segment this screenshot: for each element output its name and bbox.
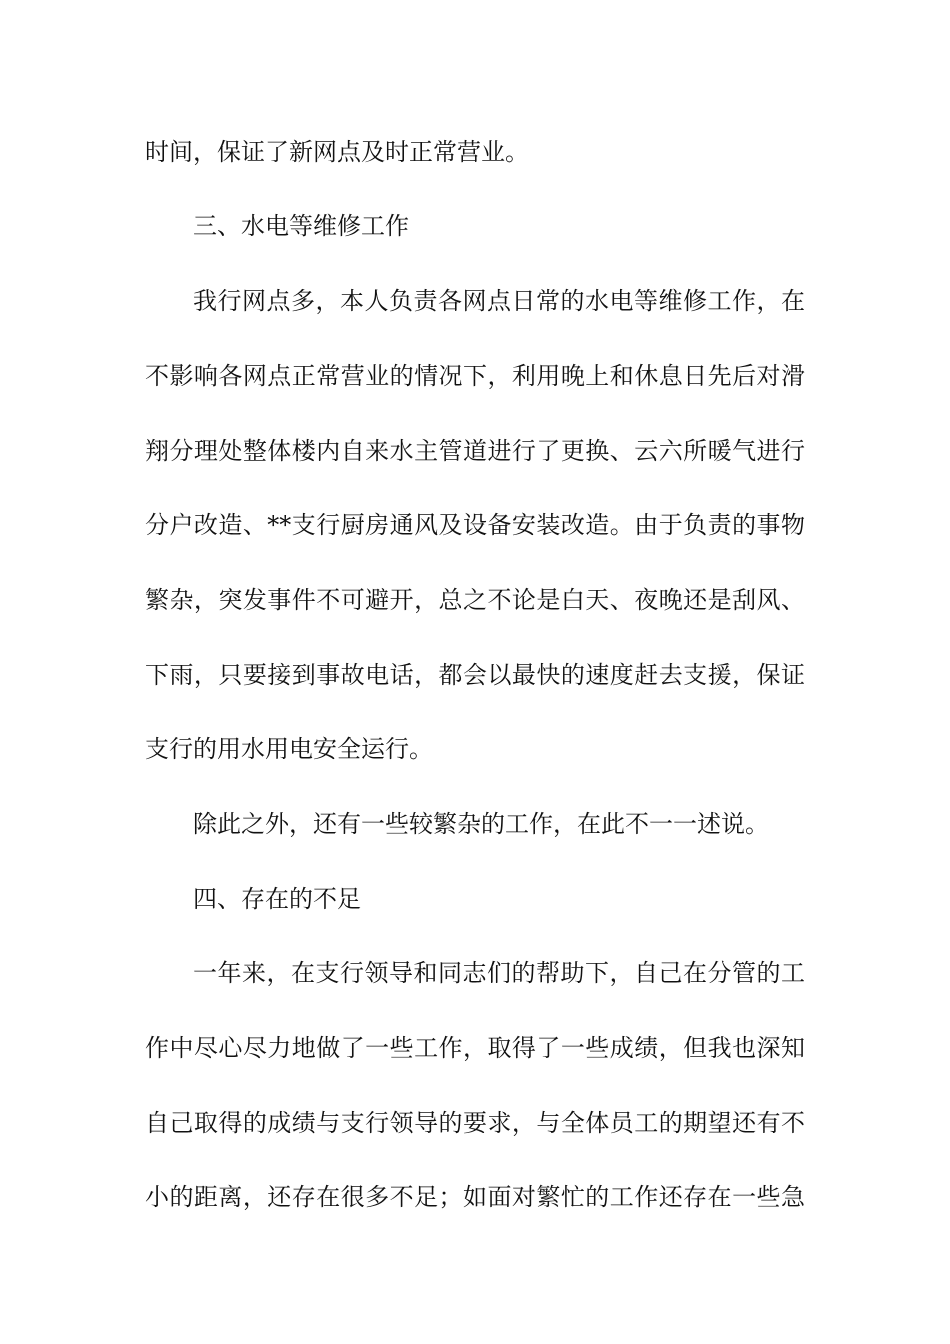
paragraph-line: 作中尽心尽力地做了一些工作，取得了一些成绩，但我也深知 xyxy=(145,1034,805,1062)
paragraph-line: 自己取得的成绩与支行领导的要求，与全体员工的期望还有不 xyxy=(145,1109,805,1137)
section-heading: 三、水电等维修工作 xyxy=(193,212,409,240)
paragraph-line: 我行网点多，本人负责各网点日常的水电等维修工作，在 xyxy=(193,287,805,315)
paragraph-line: 一年来，在支行领导和同志们的帮助下，自己在分管的工 xyxy=(193,959,805,987)
paragraph-line: 小的距离，还存在很多不足；如面对繁忙的工作还存在一些急 xyxy=(145,1183,805,1211)
paragraph-line: 时间，保证了新网点及时正常营业。 xyxy=(145,138,529,166)
paragraph-line: 下雨，只要接到事故电话，都会以最快的速度赶去支援，保证 xyxy=(145,661,805,689)
paragraph-line: 不影响各网点正常营业的情况下，利用晚上和休息日先后对滑 xyxy=(145,362,805,390)
section-heading: 四、存在的不足 xyxy=(193,885,361,913)
paragraph-line: 繁杂，突发事件不可避开，总之不论是白天、夜晚还是刮风、 xyxy=(145,586,805,614)
paragraph-line: 翔分理处整体楼内自来水主管道进行了更换、云六所暖气进行 xyxy=(145,437,805,465)
paragraph-line: 支行的用水用电安全运行。 xyxy=(145,735,433,763)
paragraph-line: 除此之外，还有一些较繁杂的工作，在此不一一述说。 xyxy=(193,810,769,838)
paragraph-line: 分户改造、**支行厨房通风及设备安装改造。由于负责的事物 xyxy=(145,511,805,539)
